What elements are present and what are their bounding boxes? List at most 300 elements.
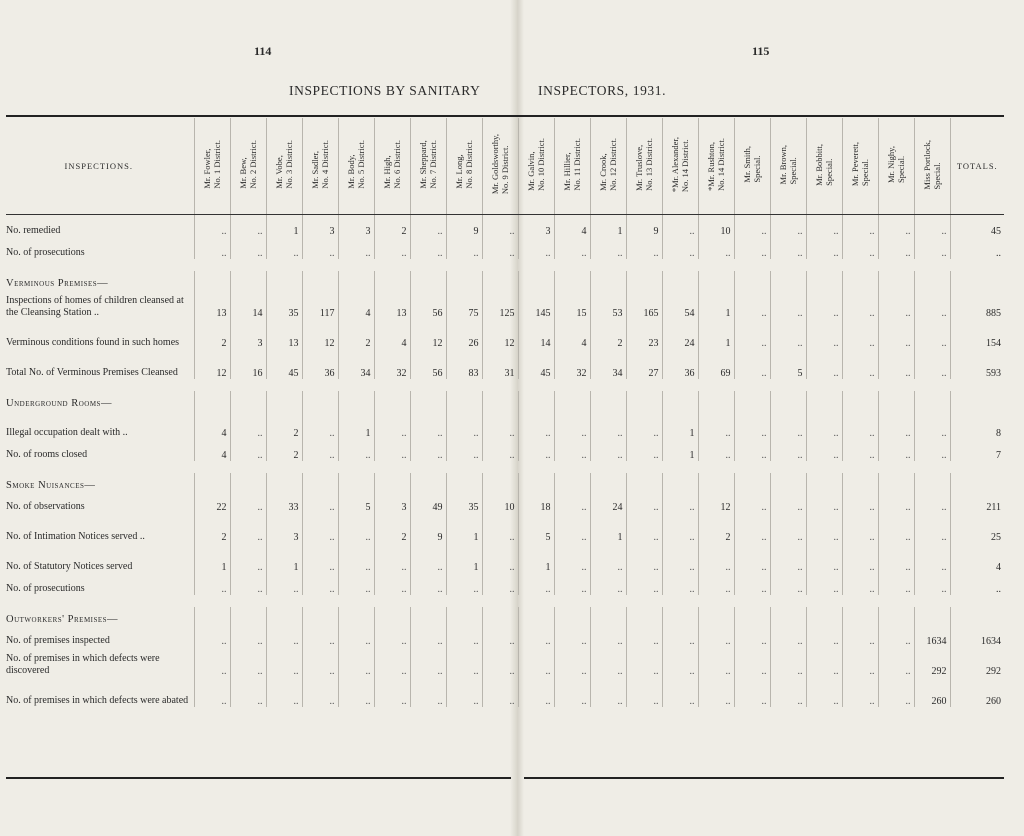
table-row (6, 625, 1004, 647)
spacer-row (6, 595, 1004, 607)
table-cell: 4 (194, 439, 230, 461)
table-cell: .. (626, 625, 662, 647)
empty-cell (662, 473, 698, 491)
header-inspector (518, 118, 554, 215)
total-cell: 593 (950, 349, 1004, 379)
empty-cell (230, 473, 266, 491)
table-cell: .. (266, 237, 302, 259)
table-cell: 22 (194, 491, 230, 513)
table-cell: .. (338, 677, 374, 707)
table-cell: 3 (266, 513, 302, 543)
table-cell: .. (842, 677, 878, 707)
table-cell: 2 (374, 215, 410, 238)
table-cell: 3 (338, 215, 374, 238)
table-cell: .. (770, 543, 806, 573)
table-cell: .. (806, 237, 842, 259)
page-number-right: 115 (752, 44, 770, 58)
inspector-name: Mr. Smith, (742, 146, 752, 183)
table-cell: .. (482, 215, 518, 238)
table-cell: .. (698, 677, 734, 707)
section-heading-row (6, 271, 1004, 289)
table-cell: .. (518, 409, 554, 439)
table-cell: .. (410, 237, 446, 259)
section-heading: Verminous Premises— (6, 278, 109, 289)
table-cell: 4 (554, 319, 590, 349)
row-label: Illegal occupation dealt with .. (6, 427, 128, 438)
inspector-district: No. 9 District. (500, 145, 510, 195)
row-label: Verminous conditions found in such homes (6, 337, 180, 348)
table-cell: .. (590, 409, 626, 439)
table-cell: .. (806, 319, 842, 349)
empty-cell (482, 271, 518, 289)
total-cell: 4 (950, 543, 1004, 573)
table-row (6, 215, 1004, 238)
empty-cell (410, 473, 446, 491)
empty-cell (482, 607, 518, 625)
table-cell: .. (338, 647, 374, 677)
section-heading: Outworkers' Premises— (6, 614, 119, 625)
table-cell: 9 (626, 215, 662, 238)
table-cell: .. (734, 237, 770, 259)
table-cell: .. (590, 439, 626, 461)
inspector-district: Special. (896, 155, 906, 183)
inspector-district: No. 3 District. (284, 140, 294, 189)
empty-cell (446, 607, 482, 625)
table-cell: 117 (302, 289, 338, 319)
table-cell: .. (734, 289, 770, 319)
header-inspector (698, 118, 734, 215)
table-cell: .. (914, 491, 950, 513)
table-cell: 1 (662, 439, 698, 461)
table-cell: .. (842, 215, 878, 238)
inspector-district: No. 2 District. (248, 140, 258, 189)
empty-cell (590, 473, 626, 491)
table-cell: .. (734, 349, 770, 379)
table-cell: .. (914, 543, 950, 573)
empty-cell (698, 473, 734, 491)
table-cell: .. (518, 647, 554, 677)
table-cell: .. (446, 409, 482, 439)
table-cell: .. (410, 439, 446, 461)
table-cell: .. (446, 439, 482, 461)
empty-cell (914, 391, 950, 409)
table-cell: 16 (230, 349, 266, 379)
table-cell: 14 (518, 319, 554, 349)
empty-cell (374, 473, 410, 491)
table-cell: .. (770, 573, 806, 595)
table-cell: .. (626, 237, 662, 259)
empty-cell (770, 607, 806, 625)
empty-cell (806, 473, 842, 491)
table-cell: .. (590, 573, 626, 595)
table-cell: 1634 (914, 625, 950, 647)
table-cell: 2 (266, 439, 302, 461)
table-cell: .. (518, 677, 554, 707)
spacer-row (6, 259, 1004, 271)
table-cell: 125 (482, 289, 518, 319)
table-cell: .. (590, 625, 626, 647)
table-cell: 10 (698, 215, 734, 238)
table-cell: .. (770, 625, 806, 647)
inspector-district: Special. (752, 155, 762, 183)
inspector-district: No. 4 District. (320, 140, 330, 189)
table-cell: .. (374, 543, 410, 573)
table-cell: .. (770, 647, 806, 677)
table-cell: .. (194, 647, 230, 677)
table-cell: 3 (302, 215, 338, 238)
table-cell: .. (734, 625, 770, 647)
table-cell: .. (230, 573, 266, 595)
table-cell: .. (194, 237, 230, 259)
table-cell: 9 (446, 215, 482, 238)
empty-cell (878, 473, 914, 491)
table-cell: 27 (626, 349, 662, 379)
table-cell: .. (878, 677, 914, 707)
table-cell: .. (914, 409, 950, 439)
table-cell: .. (806, 289, 842, 319)
table-cell: .. (914, 513, 950, 543)
table-cell: .. (554, 491, 590, 513)
table-cell: .. (374, 573, 410, 595)
table-cell: .. (662, 543, 698, 573)
table-cell: 1 (446, 543, 482, 573)
inspector-district: Special. (824, 158, 834, 186)
table-cell: .. (230, 543, 266, 573)
empty-cell (230, 607, 266, 625)
table-cell: .. (806, 215, 842, 238)
table-cell: .. (554, 543, 590, 573)
table-row (6, 289, 1004, 319)
section-heading-row (6, 607, 1004, 625)
empty-cell (842, 391, 878, 409)
table-cell: .. (338, 513, 374, 543)
table-cell: .. (842, 319, 878, 349)
empty-cell (662, 391, 698, 409)
table-cell: 36 (302, 349, 338, 379)
table-cell: .. (302, 573, 338, 595)
empty-cell (410, 391, 446, 409)
total-cell: 260 (950, 677, 1004, 707)
empty-cell (554, 271, 590, 289)
total-cell: 885 (950, 289, 1004, 319)
empty-cell (302, 607, 338, 625)
table-header-row (6, 118, 1004, 215)
table-cell: .. (554, 409, 590, 439)
table-cell: .. (662, 625, 698, 647)
table-cell: 3 (518, 215, 554, 238)
table-cell: .. (770, 319, 806, 349)
row-label: No. of premises in which defects were abated (6, 695, 189, 706)
table-cell: .. (878, 647, 914, 677)
table-cell: .. (770, 289, 806, 319)
table-cell: .. (698, 647, 734, 677)
header-inspector (266, 118, 302, 215)
table-row (6, 349, 1004, 379)
bottom-rule-right (524, 777, 1004, 779)
table-cell: .. (842, 647, 878, 677)
empty-cell (626, 271, 662, 289)
empty-cell (266, 473, 302, 491)
table-cell: .. (230, 215, 266, 238)
table-cell: 9 (410, 513, 446, 543)
empty-cell (518, 271, 554, 289)
row-label: No. of premises inspected (6, 635, 110, 646)
table-cell: 24 (590, 491, 626, 513)
table-cell: .. (338, 573, 374, 595)
table-cell: .. (482, 237, 518, 259)
table-row (6, 409, 1004, 439)
inspector-district: No. 11 District. (572, 138, 582, 191)
table-cell: .. (806, 491, 842, 513)
header-inspector (734, 118, 770, 215)
header-inspector (662, 118, 698, 215)
empty-cell (410, 271, 446, 289)
table-cell: .. (410, 677, 446, 707)
table-cell: .. (842, 543, 878, 573)
inspector-name: Mr. Sadler, (310, 151, 320, 189)
table-cell: .. (338, 543, 374, 573)
table-row (6, 647, 1004, 677)
table-cell: 1 (518, 543, 554, 573)
inspections-table (6, 118, 1004, 707)
table-cell: 24 (662, 319, 698, 349)
empty-cell (914, 607, 950, 625)
table-cell: .. (770, 409, 806, 439)
empty-cell (806, 607, 842, 625)
table-cell: .. (626, 647, 662, 677)
table-row (6, 237, 1004, 259)
inspector-name: Mr. Peverett, (850, 142, 860, 187)
header-inspector (446, 118, 482, 215)
table-cell: .. (338, 237, 374, 259)
table-cell: .. (662, 237, 698, 259)
table-cell: .. (734, 677, 770, 707)
table-cell: .. (230, 491, 266, 513)
empty-cell (878, 607, 914, 625)
empty-cell (554, 391, 590, 409)
table-cell: .. (266, 573, 302, 595)
empty-cell (842, 607, 878, 625)
table-cell: .. (842, 237, 878, 259)
inspector-name: Mr. Goldsworthy, (490, 134, 500, 195)
inspector-name: Mr. High, (382, 155, 392, 189)
table-cell: .. (302, 647, 338, 677)
table-cell: .. (482, 439, 518, 461)
table-row (6, 319, 1004, 349)
title-right: INSPECTORS, 1931. (538, 83, 667, 98)
table-cell: .. (842, 573, 878, 595)
table-cell: .. (878, 215, 914, 238)
inspector-name: Mr. Hillier, (562, 152, 572, 191)
table-cell: 4 (194, 409, 230, 439)
table-cell: .. (770, 677, 806, 707)
empty-cell (626, 607, 662, 625)
table-cell: .. (194, 215, 230, 238)
empty-cell (194, 391, 230, 409)
row-label: No. of rooms closed (6, 449, 88, 460)
header-inspector (338, 118, 374, 215)
table-cell: 2 (194, 319, 230, 349)
table-row (6, 513, 1004, 543)
table-cell: .. (806, 647, 842, 677)
table-cell: .. (734, 513, 770, 543)
empty-cell (950, 473, 1004, 491)
row-label: No. of prosecutions (6, 583, 85, 594)
table-cell: .. (626, 409, 662, 439)
empty-cell (338, 607, 374, 625)
table-cell: 12 (194, 349, 230, 379)
table-cell: .. (302, 513, 338, 543)
table-cell: 14 (230, 289, 266, 319)
header-inspector (482, 118, 518, 215)
table-cell: .. (302, 237, 338, 259)
table-cell: 53 (590, 289, 626, 319)
table-cell: 145 (518, 289, 554, 319)
table-cell: 1 (698, 319, 734, 349)
inspector-name: Mr. Truslove, (634, 144, 644, 191)
bottom-rule-left (6, 777, 511, 779)
section-heading-row (6, 391, 1004, 409)
table-cell: .. (734, 573, 770, 595)
table-cell: .. (410, 647, 446, 677)
inspector-name: Mr. Bew, (238, 157, 248, 189)
table-cell: .. (806, 513, 842, 543)
table-cell: .. (878, 349, 914, 379)
empty-cell (338, 271, 374, 289)
table-cell: .. (446, 677, 482, 707)
table-cell: .. (482, 625, 518, 647)
row-label: No. remedied (6, 225, 61, 236)
table-cell: 35 (446, 491, 482, 513)
table-cell: .. (554, 237, 590, 259)
table-cell: .. (554, 677, 590, 707)
table-cell: .. (914, 573, 950, 595)
inspector-district: No. 8 District. (464, 140, 474, 189)
table-cell: .. (878, 625, 914, 647)
table-cell: .. (842, 289, 878, 319)
header-totals: TOTALS. (950, 118, 1004, 215)
table-cell: .. (410, 409, 446, 439)
table-cell: .. (698, 409, 734, 439)
empty-cell (914, 271, 950, 289)
table-cell: .. (446, 573, 482, 595)
table-cell: 54 (662, 289, 698, 319)
table-cell: .. (878, 491, 914, 513)
table-cell: .. (554, 573, 590, 595)
empty-cell (698, 607, 734, 625)
table-cell: 2 (590, 319, 626, 349)
empty-cell (266, 607, 302, 625)
empty-cell (626, 473, 662, 491)
table-cell: .. (734, 409, 770, 439)
table-cell: 34 (590, 349, 626, 379)
empty-cell (878, 391, 914, 409)
header-inspector (590, 118, 626, 215)
inspector-name: Mr. Bobbitt, (814, 143, 824, 186)
empty-cell (194, 271, 230, 289)
table-cell: .. (914, 439, 950, 461)
table-cell: .. (698, 543, 734, 573)
inspector-district: No. 6 District. (392, 140, 402, 189)
empty-cell (662, 607, 698, 625)
empty-cell (590, 271, 626, 289)
total-cell: .. (950, 573, 1004, 595)
table-cell: 1 (338, 409, 374, 439)
empty-cell (482, 473, 518, 491)
table-cell: 4 (374, 319, 410, 349)
empty-cell (698, 391, 734, 409)
inspector-district: No. 1 District. (212, 140, 222, 189)
empty-cell (554, 607, 590, 625)
table-cell: .. (626, 513, 662, 543)
table-cell: .. (698, 625, 734, 647)
table-cell: .. (806, 543, 842, 573)
empty-cell (806, 271, 842, 289)
table-cell: 45 (266, 349, 302, 379)
table-cell: .. (914, 215, 950, 238)
table-cell: 165 (626, 289, 662, 319)
table-cell: .. (230, 647, 266, 677)
header-inspector (302, 118, 338, 215)
table-cell: .. (770, 513, 806, 543)
empty-cell (230, 391, 266, 409)
table-cell: .. (842, 439, 878, 461)
empty-cell (446, 473, 482, 491)
table-cell: .. (554, 513, 590, 543)
table-row (6, 543, 1004, 573)
table-cell: .. (374, 237, 410, 259)
table-cell: 2 (338, 319, 374, 349)
table-cell: 1 (266, 543, 302, 573)
table-cell: .. (482, 677, 518, 707)
empty-cell (374, 271, 410, 289)
empty-cell (626, 391, 662, 409)
empty-cell (302, 473, 338, 491)
table-cell: .. (770, 237, 806, 259)
table-cell: .. (842, 409, 878, 439)
table-cell: .. (518, 625, 554, 647)
header-inspector (842, 118, 878, 215)
table-cell: .. (482, 573, 518, 595)
inspector-name: Mr. Fowler, (202, 148, 212, 189)
table-cell: .. (338, 439, 374, 461)
table-cell: 13 (194, 289, 230, 319)
empty-cell (842, 473, 878, 491)
table-cell: .. (662, 677, 698, 707)
table-cell: .. (518, 439, 554, 461)
table-cell: .. (914, 319, 950, 349)
header-inspector (374, 118, 410, 215)
table-cell: .. (626, 573, 662, 595)
table-cell: .. (770, 491, 806, 513)
table-cell: .. (410, 625, 446, 647)
table-cell: .. (302, 409, 338, 439)
table-cell: .. (842, 491, 878, 513)
table-cell: .. (878, 409, 914, 439)
table-cell: .. (302, 625, 338, 647)
table-cell: 45 (518, 349, 554, 379)
table-cell: .. (482, 543, 518, 573)
table-cell: .. (734, 215, 770, 238)
table-cell: .. (554, 625, 590, 647)
table-cell: .. (662, 573, 698, 595)
table-cell: .. (374, 409, 410, 439)
empty-cell (302, 391, 338, 409)
table-cell: .. (734, 543, 770, 573)
header-inspector (914, 118, 950, 215)
inspector-name: Mr. Galvin, (526, 151, 536, 191)
empty-cell (446, 271, 482, 289)
